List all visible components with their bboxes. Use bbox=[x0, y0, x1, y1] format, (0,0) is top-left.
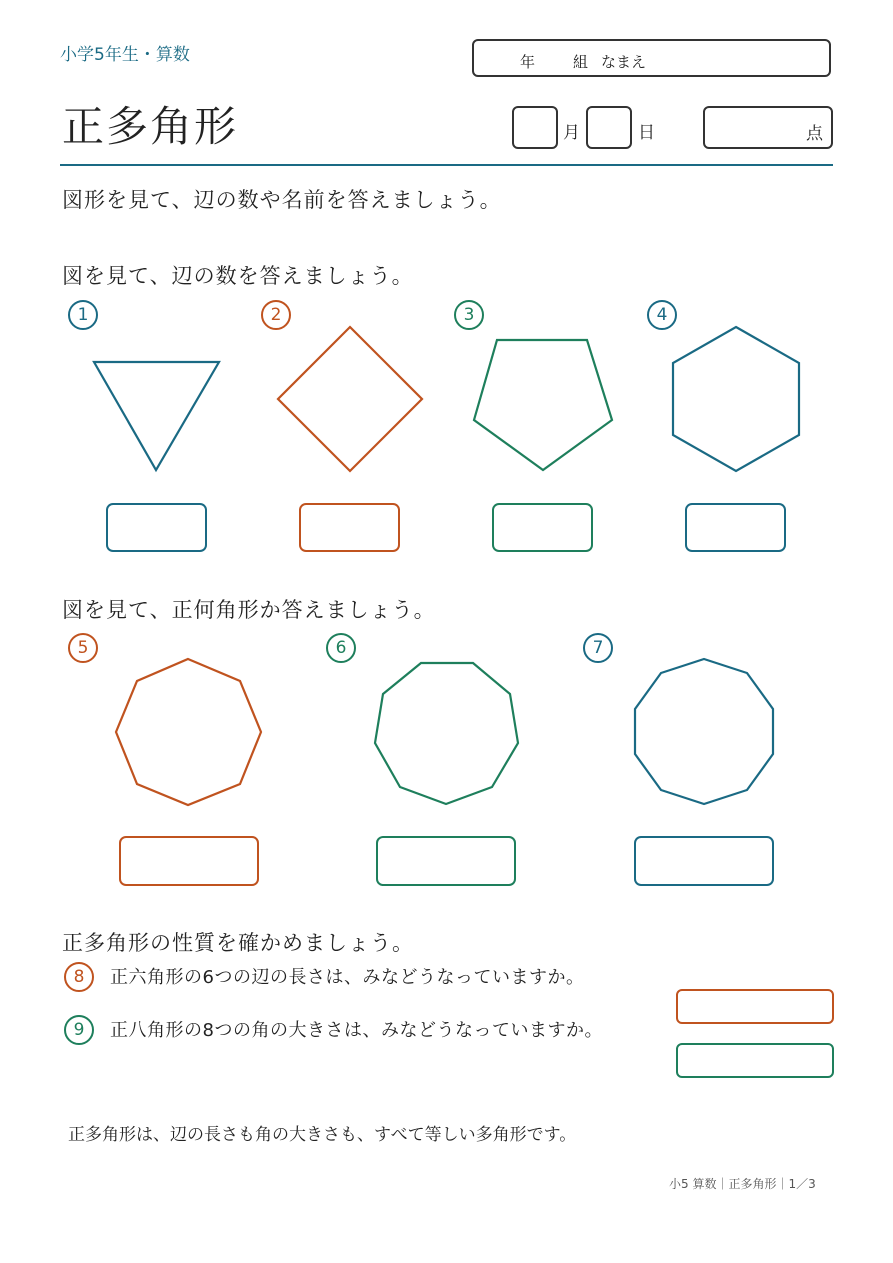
nonagon-shape bbox=[375, 663, 518, 804]
square-shape bbox=[278, 327, 422, 471]
question-number-4: 4 bbox=[647, 300, 677, 330]
answer-box-3[interactable] bbox=[492, 503, 593, 552]
question-number-2: 2 bbox=[261, 300, 291, 330]
class-label: 組 bbox=[573, 53, 589, 71]
name-label: なまえ bbox=[601, 53, 647, 71]
question-number-6: 6 bbox=[326, 633, 356, 663]
page-footer: 小5 算数｜正多角形｜1／3 bbox=[669, 1177, 816, 1191]
answer-box-6[interactable] bbox=[376, 836, 516, 886]
day-label: 日 bbox=[638, 123, 655, 143]
answer-box-8[interactable] bbox=[676, 989, 834, 1024]
section2-title: 図を見て、正何角形か答えましょう。 bbox=[62, 598, 436, 622]
month-label: 月 bbox=[563, 123, 580, 143]
score-label: 点 bbox=[806, 124, 823, 144]
question-number-1: 1 bbox=[68, 300, 98, 330]
question-number-5: 5 bbox=[68, 633, 98, 663]
question-number-8: 8 bbox=[64, 962, 94, 992]
pentagon-shape bbox=[474, 340, 612, 470]
question-number-9: 9 bbox=[64, 1015, 94, 1045]
answer-box-2[interactable] bbox=[299, 503, 400, 552]
answer-box-9[interactable] bbox=[676, 1043, 834, 1078]
decagon-shape bbox=[635, 659, 773, 804]
section3-title: 正多角形の性質を確かめましょう。 bbox=[62, 931, 414, 955]
answer-box-7[interactable] bbox=[634, 836, 774, 886]
answer-box-5[interactable] bbox=[119, 836, 259, 886]
section1-title: 図を見て、辺の数を答えましょう。 bbox=[62, 264, 414, 288]
page-title: 正多角形 bbox=[62, 102, 239, 151]
hexagon-shape bbox=[673, 327, 799, 471]
grade-label: 小学5年生・算数 bbox=[60, 45, 190, 65]
answer-box-1[interactable] bbox=[106, 503, 207, 552]
instructions: 図形を見て、辺の数や名前を答えましょう。 bbox=[62, 188, 502, 212]
summary-note: 正多角形は、辺の長さも角の大きさも、すべて等しい多角形です。 bbox=[68, 1125, 577, 1145]
question-9-text: 正八角形の8つの角の大きさは、みなどうなっていますか。 bbox=[110, 1020, 603, 1041]
question-number-3: 3 bbox=[454, 300, 484, 330]
year-label: 年 bbox=[520, 53, 536, 71]
question-8-text: 正六角形の6つの辺の長さは、みなどうなっていますか。 bbox=[110, 967, 585, 988]
octagon-shape bbox=[116, 659, 261, 805]
answer-box-4[interactable] bbox=[685, 503, 786, 552]
triangle-shape bbox=[94, 362, 219, 470]
question-number-7: 7 bbox=[583, 633, 613, 663]
